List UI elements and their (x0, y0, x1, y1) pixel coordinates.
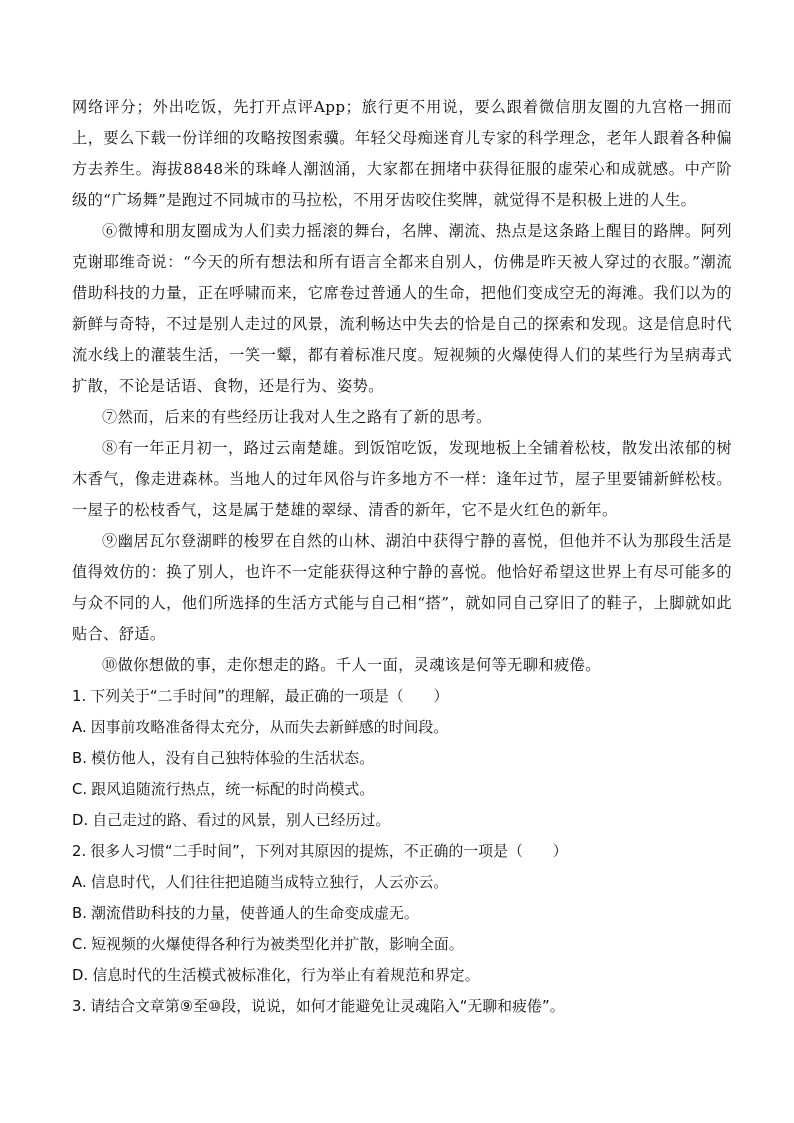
option-text: 模仿他人，没有自己独特体验的生活状态。 (91, 750, 375, 767)
option-2c (72, 929, 732, 960)
option-letter: C. (72, 936, 88, 953)
question-text: 请结合文章第⑨至⑩段，说说，如何才能避免让灵魂陷入“无聊和疲倦”。 (90, 998, 565, 1015)
paragraph-5-continued: 网络评分；外出吃饭，先打开点评App；旅行更不用说，要么跟着微信朋友圈的九宫格一拥而上，要么下载一份详细的攻略按图索骥。年轻父母痴迷育儿专家的科学理念，老年人跟着各种偏方去养生。海拔8848米的珠峰人潮汹涌，大家都在拥堵中获得征服的虚荣心和成就感。中产阶级的“广场舞”是跑过不同城市的马拉松，不用牙齿咬住奖牌，就觉得不是积极上进的人生。 (72, 98, 732, 209)
question-1 (72, 681, 732, 712)
option-2b (72, 898, 732, 929)
option-text: 因事前攻略准备得太充分，从而失去新鲜感的时间段。 (90, 719, 449, 736)
option-letter: C. (72, 781, 88, 798)
paragraph-6: ⑥微博和朋友圈成为人们卖力摇滚的舞台，名牌、潮流、热点是这条路上醒目的路牌。阿列克谢耶维奇说：“今天的所有想法和所有语言全都来自别人，仿佛是昨天被人穿过的衣服。”潮流借助科技的力量，正在呼啸而来，它席卷过普通人的生命，把他们变成空无的海滩。我们以为的新鲜与奇特，不过是别人走过的风景，流利畅达中失去的恰是自己的探索和发现。这是信息时代流水线上的灌装生活，一笑一颦，都有着标准尺度。短视频的火爆使得人们的某些行为呈病毒式扩散，不论是话语、食物，还是行为、姿势。 (72, 222, 732, 395)
paragraph-10: ⑩做你想做的事，走你想走的路。千人一面，灵魂该是何等无聊和疲倦。 (102, 656, 601, 674)
question-number: 1. (72, 688, 87, 705)
option-text: 自己走过的路、看过的风景，别人已经历过。 (92, 812, 391, 829)
question-text: 很多人习惯“二手时间”，下列对其原因的提炼，不正确的一项是（ ） (90, 843, 568, 860)
question-number: 2. (72, 843, 87, 860)
question-2 (72, 836, 732, 867)
option-letter: D. (72, 812, 89, 829)
question-3 (72, 991, 732, 1022)
option-1c (72, 774, 732, 805)
option-letter: A. (72, 874, 87, 891)
option-letter: D. (72, 967, 89, 984)
option-1a (72, 712, 732, 743)
question-section (72, 681, 732, 1022)
article-body (72, 92, 732, 681)
paragraph-8: ⑧有一年正月初一，路过云南楚雄。到饭馆吃饭，发现地板上全铺着松枝，散发出浓郁的树木香气，像走进森林。当地人的过年风俗与许多地方不一样：逢年过节，屋子里要铺新鲜松枝。一屋子的松枝香气，这是属于楚雄的翠绿、清香的新年，它不是火红色的新年。 (72, 439, 732, 519)
option-text: 信息时代，人们往往把追随当成特立独行，人云亦云。 (90, 874, 449, 891)
question-number: 3. (72, 998, 87, 1015)
option-text: 短视频的火爆使得各种行为被类型化并扩散，影响全面。 (91, 936, 464, 953)
option-1d (72, 805, 732, 836)
paragraph-9: ⑨幽居瓦尔登湖畔的梭罗在自然的山林、湖泊中获得宁静的喜悦，但他并不认为那段生活是值得效仿的：换了别人，也许不一定能获得这种宁静的喜悦。他恰好希望这世界上有尽可能多的与众不同的人，他们所选择的生活方式能与自己相“搭”，就如同自己穿旧了的鞋子，上脚就如此贴合、舒适。 (72, 532, 732, 643)
option-letter: A. (72, 719, 87, 736)
option-text: 跟风追随流行热点，统一标配的时尚模式。 (91, 781, 375, 798)
option-letter: B. (72, 905, 88, 922)
option-text: 潮流借助科技的力量，使普通人的生命变成虚无。 (91, 905, 419, 922)
option-text: 信息时代的生活模式被标准化，行为举止有着规范和界定。 (92, 967, 480, 984)
option-1b (72, 743, 732, 774)
option-letter: B. (72, 750, 88, 767)
option-2a (72, 867, 732, 898)
paragraph-7: ⑦然而，后来的有些经历让我对人生之路有了新的思考。 (102, 408, 492, 426)
option-2d (72, 960, 732, 991)
question-text: 下列关于“二手时间”的理解，最正确的一项是（ ） (90, 688, 449, 705)
